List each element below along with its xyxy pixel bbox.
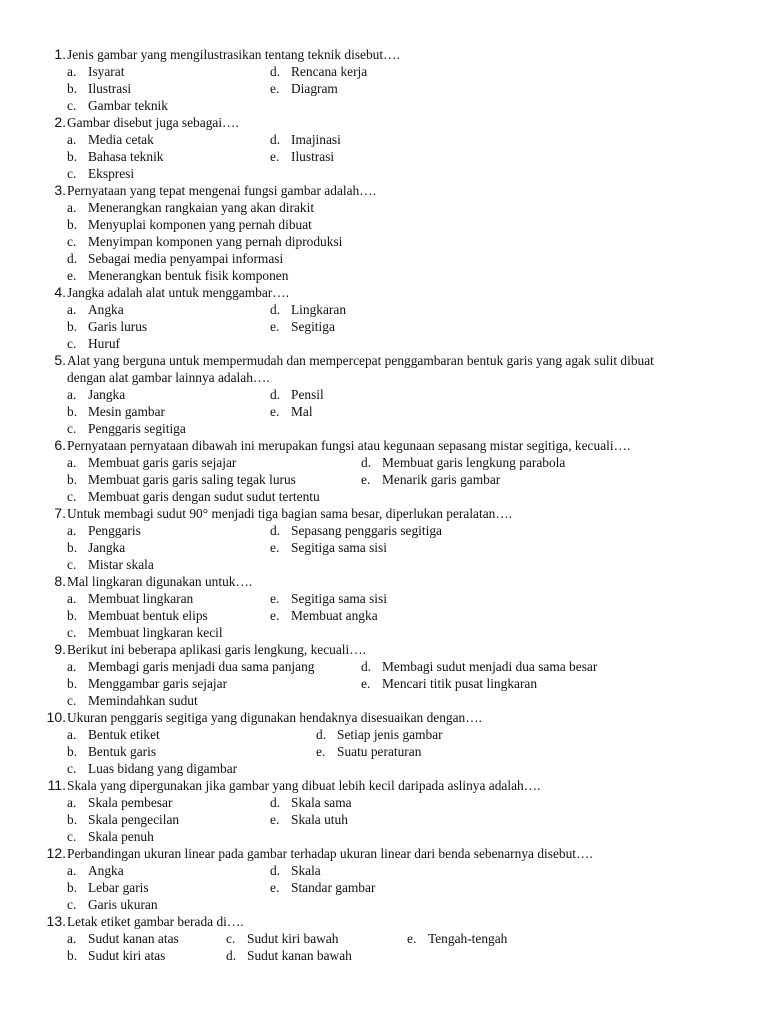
option-text: Isyarat — [88, 64, 125, 79]
option-row — [0, 403, 768, 420]
question-5 — [0, 352, 768, 369]
option-row — [0, 947, 768, 964]
option-text: Skala penuh — [88, 829, 154, 844]
question-number: 9. — [54, 641, 66, 657]
option-text: Sebagai media penyampai informasi — [88, 251, 284, 266]
option-letter: e. — [407, 931, 417, 946]
option-d — [270, 862, 321, 879]
question-1 — [0, 46, 768, 63]
option-e — [270, 318, 335, 335]
question-number: 10. — [46, 709, 66, 725]
question-number: 1. — [54, 46, 66, 62]
option-c — [67, 556, 154, 573]
question-number: 13. — [46, 913, 66, 929]
question-6 — [0, 437, 768, 454]
option-text: Menarik garis gambar — [382, 472, 501, 487]
option-row — [0, 335, 768, 352]
option-letter: c. — [67, 234, 77, 249]
question-number: 12. — [46, 845, 66, 861]
option-letter: e. — [270, 319, 280, 334]
option-a — [67, 454, 236, 471]
option-text: Menerangkan bentuk fisik komponen — [88, 268, 289, 283]
question-text: Perbandingan ukuran linear pada gambar terhadap ukuran linear dari benda sebenarnya disebut…. — [67, 846, 593, 861]
question-text: Jenis gambar yang mengilustrasikan tentang teknik disebut…. — [67, 47, 400, 62]
option-text: Angka — [88, 302, 124, 317]
option-letter: b. — [67, 812, 78, 827]
option-d — [361, 454, 565, 471]
option-b — [67, 471, 296, 488]
option-text: Skala sama — [291, 795, 352, 810]
option-e — [316, 743, 421, 760]
option-e — [407, 930, 507, 947]
option-row — [0, 250, 768, 267]
option-text: Mencari titik pusat lingkaran — [382, 676, 538, 691]
option-text: Membuat garis dengan sudut sudut tertentu — [88, 489, 320, 504]
option-letter: b. — [67, 744, 78, 759]
option-text: Membuat lingkaran — [88, 591, 194, 606]
option-letter: e. — [270, 404, 280, 419]
option-text: Penggaris segitiga — [88, 421, 186, 436]
question-9 — [0, 641, 768, 658]
option-letter: c. — [67, 557, 77, 572]
option-row — [0, 658, 768, 675]
option-text: Bentuk garis — [88, 744, 157, 759]
option-letter: d. — [226, 948, 237, 963]
option-text: Membuat angka — [291, 608, 378, 623]
option-row — [0, 80, 768, 97]
option-text: Gambar teknik — [88, 98, 168, 113]
option-letter: a. — [67, 591, 77, 606]
option-letter: d. — [270, 795, 281, 810]
option-letter: c. — [67, 489, 77, 504]
question-number: 5. — [54, 352, 66, 368]
question-text: Letak etiket gambar berada di…. — [67, 914, 244, 929]
quiz-document — [0, 46, 768, 964]
option-text: Skala pengecilan — [88, 812, 180, 827]
option-letter: e. — [361, 472, 371, 487]
option-row — [0, 522, 768, 539]
option-text: Sudut kiri bawah — [247, 931, 339, 946]
option-row — [0, 896, 768, 913]
option-row — [0, 233, 768, 250]
option-row — [0, 63, 768, 80]
option-e — [270, 590, 387, 607]
option-row — [0, 97, 768, 114]
option-row — [0, 828, 768, 845]
option-text: Ilustrasi — [88, 81, 132, 96]
option-text: Skala — [291, 863, 321, 878]
option-letter: b. — [67, 149, 78, 164]
option-letter: e. — [270, 540, 280, 555]
option-b — [67, 607, 208, 624]
question-8 — [0, 573, 768, 590]
option-letter: a. — [67, 200, 77, 215]
option-letter: b. — [67, 472, 78, 487]
option-letter: c. — [67, 166, 77, 181]
option-letter: c. — [67, 421, 77, 436]
option-e — [270, 607, 378, 624]
option-text: Luas bidang yang digambar — [88, 761, 238, 776]
option-row — [0, 131, 768, 148]
option-letter: e. — [270, 149, 280, 164]
option-c — [67, 760, 237, 777]
option-text: Skala pembesar — [88, 795, 173, 810]
option-a — [67, 726, 160, 743]
option-d — [226, 947, 352, 964]
option-letter: e. — [270, 880, 280, 895]
option-letter: d. — [67, 251, 78, 266]
option-row — [0, 199, 768, 216]
question-text: Skala yang dipergunakan jika gambar yang dibuat lebih kecil daripada aslinya adalah…. — [67, 778, 541, 793]
option-text: Membuat garis garis sejajar — [88, 455, 237, 470]
option-text: Menyuplai komponen yang pernah dibuat — [88, 217, 312, 232]
question-4 — [0, 284, 768, 301]
option-letter: d. — [270, 132, 281, 147]
option-letter: c. — [67, 625, 77, 640]
option-letter: b. — [67, 217, 78, 232]
option-letter: b. — [67, 948, 78, 963]
option-text: Tengah-tengah — [428, 931, 508, 946]
option-row — [0, 675, 768, 692]
option-letter: e. — [270, 608, 280, 623]
option-letter: b. — [67, 540, 78, 555]
question-7 — [0, 505, 768, 522]
option-row — [0, 692, 768, 709]
option-letter: d. — [361, 455, 372, 470]
option-row — [0, 148, 768, 165]
option-text: Membuat bentuk elips — [88, 608, 208, 623]
option-e — [270, 80, 338, 97]
option-b — [67, 743, 156, 760]
option-c — [226, 930, 339, 947]
option-letter: e. — [316, 744, 326, 759]
option-b — [67, 879, 149, 896]
option-d — [67, 250, 283, 267]
question-number: 8. — [54, 573, 66, 589]
question-number: 3. — [54, 182, 66, 198]
question-text: Jangka adalah alat untuk menggambar…. — [67, 285, 289, 300]
option-d — [270, 63, 367, 80]
option-e — [270, 811, 348, 828]
question-text: Alat yang berguna untuk mempermudah dan mempercepat penggambaran bentuk garis yang agak sulit dibuat — [67, 353, 654, 368]
option-text: Menerangkan rangkaian yang akan dirakit — [88, 200, 315, 215]
option-b — [67, 947, 165, 964]
question-13 — [0, 913, 768, 930]
option-b — [67, 318, 147, 335]
question-text: Untuk membagi sudut 90° menjadi tiga bagian sama besar, diperlukan peralatan…. — [67, 506, 513, 521]
question-text-continued: dengan alat gambar lainnya adalah…. — [67, 370, 270, 385]
option-text: Membuat garis garis saling tegak lurus — [88, 472, 296, 487]
option-c — [67, 896, 158, 913]
option-letter: a. — [67, 727, 77, 742]
question-text: Pernyataan pernyataan dibawah ini merupakan fungsi atau kegunaan sepasang mistar segitiga, kecuali…. — [67, 438, 631, 453]
option-text: Segitiga — [291, 319, 335, 334]
option-row — [0, 454, 768, 471]
option-e — [361, 471, 500, 488]
option-letter: d. — [270, 302, 281, 317]
option-text: Bentuk etiket — [88, 727, 160, 742]
option-text: Sudut kiri atas — [88, 948, 166, 963]
option-a — [67, 522, 141, 539]
option-text: Setiap jenis gambar — [337, 727, 443, 742]
option-letter: a. — [67, 863, 77, 878]
question-10 — [0, 709, 768, 726]
option-c — [67, 420, 186, 437]
option-letter: d. — [316, 727, 327, 742]
option-e — [67, 267, 288, 284]
option-row — [0, 743, 768, 760]
option-text: Lebar garis — [88, 880, 149, 895]
option-row — [0, 420, 768, 437]
option-text: Rencana kerja — [291, 64, 368, 79]
option-letter: b. — [67, 319, 78, 334]
option-a — [67, 199, 314, 216]
option-row — [0, 811, 768, 828]
option-row — [0, 607, 768, 624]
option-e — [361, 675, 537, 692]
option-text: Angka — [88, 863, 124, 878]
option-text: Jangka — [88, 387, 126, 402]
option-b — [67, 675, 227, 692]
option-row — [0, 760, 768, 777]
option-text: Mal — [291, 404, 313, 419]
option-a — [67, 386, 125, 403]
option-row — [0, 794, 768, 811]
option-letter: a. — [67, 795, 77, 810]
option-letter: b. — [67, 608, 78, 623]
option-letter: c. — [67, 98, 77, 113]
option-letter: b. — [67, 676, 78, 691]
option-row — [0, 930, 768, 947]
option-text: Mesin gambar — [88, 404, 165, 419]
option-b — [67, 539, 125, 556]
option-letter: c. — [67, 897, 77, 912]
option-b — [67, 811, 179, 828]
option-d — [270, 794, 352, 811]
option-text: Skala utuh — [291, 812, 348, 827]
option-c — [67, 97, 168, 114]
option-text: Sudut kanan atas — [88, 931, 179, 946]
option-row — [0, 267, 768, 284]
option-text: Jangka — [88, 540, 126, 555]
option-row — [0, 471, 768, 488]
option-letter: d. — [270, 64, 281, 79]
question-11 — [0, 777, 768, 794]
option-letter: a. — [67, 387, 77, 402]
option-a — [67, 794, 172, 811]
option-text: Membuat lingkaran kecil — [88, 625, 223, 640]
option-text: Membagi sudut menjadi dua sama besar — [382, 659, 598, 674]
option-text: Ekspresi — [88, 166, 135, 181]
option-row — [0, 216, 768, 233]
option-d — [361, 658, 597, 675]
option-row — [0, 488, 768, 505]
option-text: Menyimpan komponen yang pernah diproduksi — [88, 234, 343, 249]
option-letter: a. — [67, 132, 77, 147]
option-e — [270, 539, 387, 556]
option-letter: d. — [270, 387, 281, 402]
option-b — [67, 148, 164, 165]
option-text: Pensil — [291, 387, 324, 402]
option-a — [67, 930, 179, 947]
option-a — [67, 63, 124, 80]
option-text: Diagram — [291, 81, 338, 96]
option-text: Huruf — [88, 336, 120, 351]
option-row — [0, 539, 768, 556]
option-letter: e. — [270, 81, 280, 96]
option-c — [67, 624, 223, 641]
option-letter: b. — [67, 404, 78, 419]
option-a — [67, 862, 124, 879]
option-text: Imajinasi — [291, 132, 341, 147]
option-text: Suatu peraturan — [337, 744, 422, 759]
option-text: Segitiga sama sisi — [291, 591, 387, 606]
option-c — [67, 335, 120, 352]
option-letter: d. — [361, 659, 372, 674]
question-text: Mal lingkaran digunakan untuk…. — [67, 574, 253, 589]
option-letter: e. — [361, 676, 371, 691]
option-row — [0, 556, 768, 573]
option-text: Garis lurus — [88, 319, 148, 334]
option-a — [67, 301, 124, 318]
option-row — [0, 386, 768, 403]
question-text: Ukuran penggaris segitiga yang digunakan hendaknya disesuaikan dengan…. — [67, 710, 482, 725]
option-text: Ilustrasi — [291, 149, 335, 164]
question-number: 4. — [54, 284, 66, 300]
option-text: Sepasang penggaris segitiga — [291, 523, 442, 538]
option-text: Standar gambar — [291, 880, 376, 895]
option-e — [270, 148, 334, 165]
option-text: Memindahkan sudut — [88, 693, 198, 708]
option-d — [270, 131, 341, 148]
option-text: Segitiga sama sisi — [291, 540, 387, 555]
option-c — [67, 692, 198, 709]
option-d — [270, 386, 324, 403]
option-text: Menggambar garis sejajar — [88, 676, 228, 691]
question-number: 2. — [54, 114, 66, 130]
option-text: Sudut kanan bawah — [247, 948, 352, 963]
option-row — [0, 726, 768, 743]
question-text: Pernyataan yang tepat mengenai fungsi gambar adalah…. — [67, 183, 376, 198]
option-d — [270, 522, 442, 539]
option-row — [0, 879, 768, 896]
question-12 — [0, 845, 768, 862]
option-letter: a. — [67, 931, 77, 946]
option-letter: c. — [67, 761, 77, 776]
option-text: Garis ukuran — [88, 897, 158, 912]
option-row — [0, 590, 768, 607]
option-a — [67, 658, 314, 675]
option-a — [67, 590, 193, 607]
option-letter: a. — [67, 302, 77, 317]
option-b — [67, 403, 165, 420]
option-text: Bahasa teknik — [88, 149, 164, 164]
option-letter: e. — [270, 591, 280, 606]
option-text: Penggaris — [88, 523, 141, 538]
question-2 — [0, 114, 768, 131]
option-letter: c. — [226, 931, 236, 946]
option-row — [0, 624, 768, 641]
option-letter: c. — [67, 336, 77, 351]
option-c — [67, 165, 134, 182]
option-b — [67, 80, 131, 97]
question-text: Gambar disebut juga sebagai…. — [67, 115, 239, 130]
option-d — [270, 301, 346, 318]
option-row — [0, 301, 768, 318]
option-b — [67, 216, 312, 233]
option-letter: a. — [67, 659, 77, 674]
option-letter: c. — [67, 693, 77, 708]
option-text: Membuat garis lengkung parabola — [382, 455, 566, 470]
option-c — [67, 488, 320, 505]
option-letter: c. — [67, 829, 77, 844]
option-c — [67, 828, 154, 845]
option-letter: b. — [67, 81, 78, 96]
option-a — [67, 131, 154, 148]
question-3 — [0, 182, 768, 199]
option-letter: a. — [67, 64, 77, 79]
option-text: Lingkaran — [291, 302, 347, 317]
option-d — [316, 726, 443, 743]
option-row — [0, 165, 768, 182]
option-text: Media cetak — [88, 132, 154, 147]
question-number: 7. — [54, 505, 66, 521]
option-letter: a. — [67, 523, 77, 538]
option-c — [67, 233, 342, 250]
option-letter: d. — [270, 523, 281, 538]
option-letter: e. — [67, 268, 77, 283]
option-e — [270, 403, 313, 420]
option-row — [0, 862, 768, 879]
option-text: Mistar skala — [88, 557, 154, 572]
option-letter: d. — [270, 863, 281, 878]
option-letter: e. — [270, 812, 280, 827]
option-e — [270, 879, 375, 896]
option-text: Membagi garis menjadi dua sama panjang — [88, 659, 315, 674]
question-text: Berikut ini beberapa aplikasi garis lengkung, kecuali…. — [67, 642, 366, 657]
question-number: 6. — [54, 437, 66, 453]
option-row — [0, 318, 768, 335]
question-number: 11. — [47, 777, 66, 793]
option-letter: a. — [67, 455, 77, 470]
option-letter: b. — [67, 880, 78, 895]
